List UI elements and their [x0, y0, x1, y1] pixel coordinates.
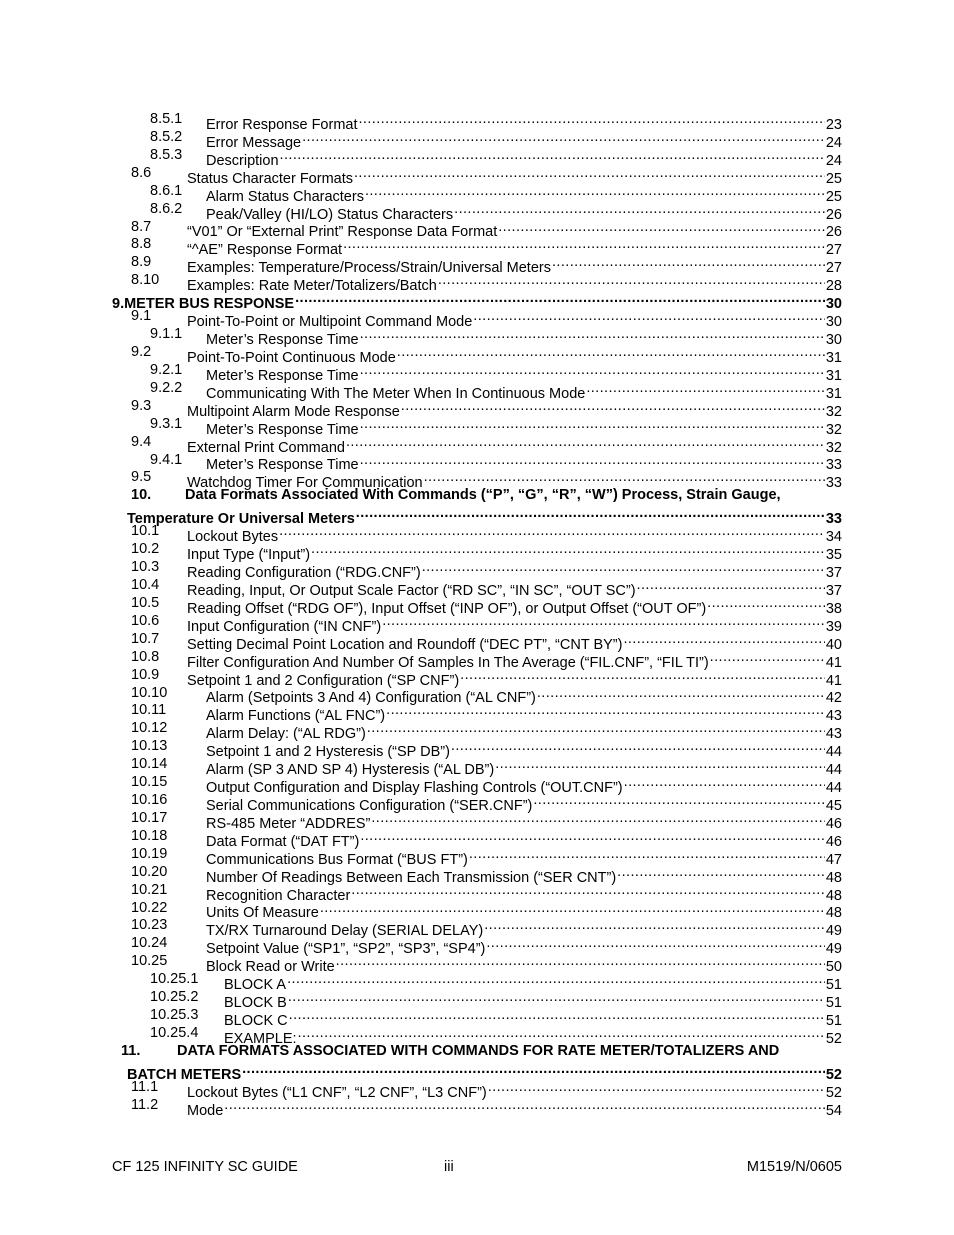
toc-entry-number: 10.8 — [131, 648, 160, 665]
toc-entry-page: 41 — [825, 672, 842, 689]
toc-entry-page: 35 — [825, 547, 842, 564]
toc-entry-number: 10.22 — [131, 899, 168, 916]
toc-entry[interactable] — [0, 971, 954, 994]
toc-entry-title: Serial Communications Configuration (“SER.CNF”) — [206, 797, 533, 814]
toc-entry-page: 41 — [825, 654, 842, 671]
toc-entry-page: 44 — [825, 744, 842, 761]
toc-entry-number: 8.6 — [131, 164, 152, 181]
toc-entry-page: 46 — [825, 815, 842, 832]
toc-entry-page: 37 — [825, 564, 842, 581]
toc-entry-number: 9.5 — [131, 469, 152, 486]
toc-entry-number: 8.5.3 — [150, 146, 183, 163]
toc-entry[interactable] — [0, 218, 954, 241]
toc-dot-leader — [311, 541, 825, 559]
toc-entry-title: Mode — [187, 1102, 224, 1119]
toc-entry-title: BATCH METERS — [127, 1066, 242, 1083]
toc-entry[interactable] — [0, 200, 954, 223]
toc-dot-leader — [302, 129, 825, 147]
toc-entry-title: External Print Command — [187, 439, 345, 456]
toc-entry-number: 10.18 — [131, 827, 168, 844]
toc-entry-number: 8.6.2 — [150, 200, 183, 217]
toc-entry-title: Meter’s Response Time — [206, 421, 359, 438]
page-footer — [0, 1159, 954, 1179]
toc-dot-leader — [360, 362, 825, 380]
toc-entry-number: 10.16 — [131, 792, 168, 809]
toc-entry-title: Output Configuration and Display Flashing Controls (“OUT.CNF”) — [206, 780, 623, 797]
toc-entry[interactable] — [0, 361, 954, 384]
toc-dot-leader — [460, 667, 825, 685]
toc-entry-title: “V01” Or “External Print” Response Data Format — [187, 224, 498, 241]
toc-dot-leader — [288, 989, 825, 1007]
toc-entry-title: Data Format (“DAT FT”) — [206, 833, 360, 850]
toc-entry-title: DATA FORMATS ASSOCIATED WITH COMMANDS FOR RATE METER/TOTALIZERS AND — [177, 1042, 780, 1059]
toc-dot-leader — [488, 1079, 825, 1097]
toc-dot-leader — [356, 505, 825, 523]
toc-entry-title: Meter’s Response Time — [206, 367, 359, 384]
toc-dot-leader — [397, 344, 825, 362]
toc-dot-leader — [498, 219, 825, 237]
toc-entry-title: Error Message — [206, 134, 302, 151]
toc-entry-number: 10.20 — [131, 863, 168, 880]
toc-entry-title: Temperature Or Universal Meters — [127, 511, 355, 528]
toc-entry-title: Setpoint 1 and 2 Hysteresis (“SP DB”) — [206, 744, 450, 761]
toc-entry[interactable] — [0, 594, 954, 617]
toc-entry[interactable] — [0, 953, 954, 976]
toc-entry-page: 51 — [825, 977, 842, 994]
toc-entry-title: Input Configuration (“IN CNF”) — [187, 618, 382, 635]
toc-entry-number: 9.1 — [131, 308, 152, 325]
toc-entry-page: 33 — [825, 457, 842, 474]
toc-entry-number: 10.10 — [131, 684, 168, 701]
toc-entry-title: BLOCK B — [224, 995, 287, 1012]
toc-entry-number: 10.25.3 — [150, 1007, 199, 1024]
toc-entry-title: Reading, Input, Or Output Scale Factor (“RD SC”, “IN SC”, “OUT SC”) — [187, 582, 636, 599]
toc-entry-title: Alarm (Setpoints 3 And 4) Configuration (“AL CNF”) — [206, 690, 536, 707]
toc-entry[interactable] — [0, 899, 954, 922]
toc-dot-leader — [617, 864, 825, 882]
toc-entry-number: 10.7 — [131, 630, 160, 647]
toc-entry-title: Communicating With The Meter When In Continuous Mode — [206, 385, 586, 402]
toc-entry[interactable] — [0, 451, 954, 474]
toc-entry-page: 33 — [825, 475, 842, 492]
toc-entry-number: 10.5 — [131, 594, 160, 611]
toc-entry-number: 9.3.1 — [150, 415, 183, 432]
toc-entry-title: Point-To-Point Continuous Mode — [187, 349, 396, 366]
footer-document-code: M1519/N/0605 — [746, 1159, 842, 1175]
toc-entry-title: Block Read or Write — [206, 959, 335, 976]
toc-dot-leader — [360, 326, 825, 344]
toc-entry-title: Units Of Measure — [206, 905, 319, 922]
toc-dot-leader — [454, 201, 825, 219]
toc-entry[interactable] — [0, 809, 954, 832]
toc-entry-title: Setpoint Value (“SP1”, “SP2”, “SP3”, “SP4”) — [206, 941, 486, 958]
toc-dot-leader — [371, 810, 824, 828]
toc-dot-leader — [473, 308, 825, 326]
toc-entry[interactable] — [0, 559, 954, 581]
toc-entry-number: 9.2.2 — [150, 379, 183, 396]
toc-entry-title: “^AE” Response Format — [187, 242, 343, 259]
toc-entry-title: Alarm (SP 3 AND SP 4) Hysteresis (“AL DB”) — [206, 762, 495, 779]
toc-dot-leader — [623, 631, 824, 649]
toc-dot-leader — [401, 398, 825, 416]
toc-entry[interactable] — [0, 469, 954, 492]
toc-entry-number: 10.6 — [131, 612, 160, 629]
toc-entry-title: Meter’s Response Time — [206, 457, 359, 474]
toc-entry[interactable] — [0, 272, 954, 295]
toc-entry[interactable] — [0, 164, 954, 187]
toc-dot-leader — [298, 1025, 825, 1043]
toc-entry-number: 10.3 — [131, 559, 160, 576]
toc-entry[interactable] — [0, 1007, 954, 1030]
toc-entry-page: 32 — [825, 439, 842, 456]
toc-entry-title: Setpoint 1 and 2 Configuration (“SP CNF”) — [187, 672, 460, 689]
toc-entry-page: 26 — [825, 206, 842, 223]
toc-entry-page: 32 — [825, 403, 842, 420]
toc-entry-page: 48 — [825, 869, 842, 886]
toc-entry[interactable] — [0, 720, 954, 743]
toc-entry-page: 25 — [825, 188, 842, 205]
toc-dot-leader — [351, 882, 825, 900]
toc-entry-number: 8.6.1 — [150, 182, 183, 199]
toc-entry-title: BLOCK C — [224, 1013, 288, 1030]
toc-entry[interactable] — [0, 254, 954, 277]
toc-entry-title: Reading Offset (“RDG OF”), Input Offset (“INP OF”), or Output Offset (“OUT OF”) — [187, 600, 707, 617]
toc-dot-leader — [451, 738, 825, 756]
toc-dot-leader — [365, 183, 825, 201]
toc-entry-number: 10.2 — [131, 541, 160, 558]
toc-dot-leader — [586, 380, 825, 398]
toc-entry-number: 9.2 — [131, 343, 152, 360]
toc-entry[interactable] — [0, 343, 954, 366]
toc-entry-page: 44 — [825, 762, 842, 779]
toc-entry-page: 34 — [825, 529, 842, 546]
toc-entry-number: 10. — [131, 487, 152, 504]
toc-entry-number: 8.9 — [131, 254, 152, 271]
toc-entry-page: 52 — [825, 1084, 842, 1101]
toc-entry-page: 44 — [825, 780, 842, 797]
footer-page-number: iii — [444, 1159, 454, 1175]
toc-entry-number: 10.17 — [131, 809, 168, 826]
toc-entry-page: 54 — [825, 1102, 842, 1119]
toc-entry[interactable] — [0, 612, 954, 635]
toc-entry[interactable] — [0, 630, 954, 653]
toc-dot-leader — [295, 290, 825, 308]
toc-entry-number: 10.19 — [131, 845, 168, 862]
toc-dot-leader — [289, 1007, 825, 1025]
toc-entry-page: 47 — [825, 851, 842, 868]
toc-entry-number: 8.7 — [131, 218, 152, 235]
toc-entry-title: Peak/Valley (HI/LO) Status Characters — [206, 206, 454, 223]
toc-entry[interactable] — [0, 845, 954, 868]
toc-entry-number: 10.24 — [131, 935, 168, 952]
toc-entry-number: 10.23 — [131, 917, 168, 934]
toc-entry-title: Status Character Formats — [187, 170, 353, 187]
toc-entry[interactable] — [0, 738, 954, 761]
toc-dot-leader — [346, 434, 825, 452]
toc-entry[interactable] — [0, 756, 954, 779]
toc-dot-leader — [382, 613, 825, 631]
toc-entry-page: 49 — [825, 941, 842, 958]
toc-entry-title: Lockout Bytes (“L1 CNF”, “L2 CNF”, “L3 CNF”) — [187, 1084, 487, 1101]
toc-entry-page: 27 — [825, 242, 842, 259]
toc-entry-page: 38 — [825, 600, 842, 617]
toc-entry-page: 51 — [825, 995, 842, 1012]
toc-dot-leader — [224, 1097, 825, 1115]
toc-entry-page: 27 — [825, 260, 842, 277]
toc-entry-page: 52 — [825, 1066, 842, 1083]
toc-entry-page: 39 — [825, 618, 842, 635]
toc-dot-leader — [552, 254, 825, 272]
toc-dot-leader — [624, 774, 825, 792]
toc-entry-number: 10.21 — [131, 881, 168, 898]
toc-entry-title: Examples: Temperature/Process/Strain/Universal Meters — [187, 260, 551, 277]
toc-entry-title: Meter’s Response Time — [206, 331, 359, 348]
toc-entry-title: Alarm Functions (“AL FNC”) — [206, 708, 386, 725]
toc-entry[interactable] — [0, 397, 954, 420]
toc-dot-leader — [469, 846, 825, 864]
toc-entry[interactable] — [0, 666, 954, 689]
toc-dot-leader — [320, 900, 825, 918]
toc-entry-page: 30 — [825, 296, 842, 313]
toc-entry[interactable] — [0, 827, 954, 850]
toc-entry-page: 37 — [825, 582, 842, 599]
toc-entry-page: 25 — [825, 170, 842, 187]
toc-entry-title: Number Of Readings Between Each Transmission (“SER CNT”) — [206, 869, 617, 886]
toc-dot-leader — [354, 165, 825, 183]
toc-entry-title: TX/RX Turnaround Delay (SERIAL DELAY) — [206, 923, 484, 940]
toc-dot-leader — [533, 792, 825, 810]
toc-entry-number: 10.12 — [131, 720, 168, 737]
toc-entry-page: 43 — [825, 708, 842, 725]
toc-entry-number: 11.1 — [131, 1078, 159, 1095]
toc-entry[interactable] — [0, 863, 954, 886]
toc-dot-leader — [359, 111, 825, 129]
toc-entry[interactable] — [0, 684, 954, 707]
toc-entry-page: 24 — [825, 134, 842, 151]
toc-dot-leader — [486, 935, 825, 953]
toc-entry[interactable] — [0, 702, 954, 725]
toc-entry[interactable] — [0, 182, 954, 205]
toc-dot-leader — [386, 702, 825, 720]
toc-dot-leader — [637, 577, 825, 595]
toc-entry-page: 45 — [825, 797, 842, 814]
toc-entry-number: 9.4.1 — [150, 451, 183, 468]
toc-entry-page: 30 — [825, 314, 842, 331]
toc-entry[interactable] — [0, 433, 954, 456]
toc-dot-leader — [360, 416, 825, 434]
toc-entry-number: 10.25.4 — [150, 1025, 199, 1042]
toc-entry[interactable] — [0, 415, 954, 438]
toc-entry[interactable] — [0, 326, 954, 348]
toc-entry-title: EXAMPLE: — [224, 1030, 297, 1047]
toc-entry-page: 43 — [825, 726, 842, 743]
footer-document-title: CF 125 INFINITY SC GUIDE — [112, 1159, 298, 1175]
toc-entry[interactable] — [0, 917, 954, 940]
toc-entry-number: 10.11 — [131, 702, 167, 719]
toc-entry-number: 10.25 — [131, 953, 168, 970]
toc-entry-page: 23 — [825, 116, 842, 133]
toc-entry-page: 32 — [825, 421, 842, 438]
toc-entry[interactable] — [0, 146, 954, 169]
toc-entry-title: Data Formats Associated With Commands (“P”, “G”, “R”, “W”) Process, Strain Gauge, — [185, 487, 781, 504]
toc-entry-page: 50 — [825, 959, 842, 976]
toc-entry[interactable] — [0, 523, 954, 546]
toc-entry-number: 10.13 — [131, 738, 168, 755]
toc-entry-number: 10.14 — [131, 756, 168, 773]
toc-entry-page: 31 — [825, 367, 842, 384]
toc-entry-number: 11.2 — [131, 1096, 159, 1113]
toc-dot-leader — [710, 649, 825, 667]
toc-entry-title: Error Response Format — [206, 116, 358, 133]
toc-entry-page: 48 — [825, 887, 842, 904]
toc-entry[interactable] — [0, 576, 954, 599]
toc-entry[interactable] — [0, 308, 954, 331]
toc-entry-page: 31 — [825, 385, 842, 402]
toc-entry[interactable] — [0, 541, 954, 564]
toc-entry[interactable] — [0, 774, 954, 797]
toc-entry-page: 46 — [825, 833, 842, 850]
toc-entry-title: Alarm Delay: (“AL RDG”) — [206, 726, 366, 743]
toc-entry-number: 8.5.1 — [150, 111, 183, 127]
toc-entry-number: 8.10 — [131, 272, 160, 289]
toc-entry-page: 42 — [825, 690, 842, 707]
toc-entry-title: RS-485 Meter “ADDRES” — [206, 815, 371, 832]
toc-entry-title: BLOCK A — [224, 977, 287, 994]
toc-dot-leader — [707, 595, 825, 613]
toc-dot-leader — [360, 828, 825, 846]
toc-entry-number: 10.9 — [131, 666, 160, 683]
toc-entry[interactable] — [0, 128, 954, 151]
toc-entry-page: 33 — [825, 511, 842, 528]
toc-entry[interactable] — [0, 111, 954, 133]
toc-entry-number: 11. — [121, 1042, 141, 1059]
toc-entry[interactable] — [0, 648, 954, 671]
toc-dot-leader — [495, 756, 825, 774]
toc-dot-leader — [343, 236, 825, 254]
toc-dot-leader — [484, 917, 825, 935]
toc-entry-title: Multipoint Alarm Mode Response — [187, 403, 400, 420]
toc-entry-title: Input Type (“Input”) — [187, 547, 311, 564]
toc-entry-page: 52 — [825, 1030, 842, 1047]
toc-entry[interactable] — [0, 792, 954, 814]
toc-dot-leader — [242, 1061, 825, 1079]
toc-entry-number: 8.8 — [131, 236, 152, 253]
toc-entry-title: Setting Decimal Point Location and Roundoff (“DEC PT”, “CNT BY”) — [187, 636, 623, 653]
toc-entry-title: Examples: Rate Meter/Totalizers/Batch — [187, 278, 437, 295]
toc-entry-number: 10.4 — [131, 576, 160, 593]
toc-entry-number: 9.2.1 — [150, 361, 183, 378]
toc-entry-title: Alarm Status Characters — [206, 188, 364, 205]
toc-entry-page: 48 — [825, 905, 842, 922]
toc-entry-number: 8.5.2 — [150, 128, 183, 145]
toc-entry-number: 9.1.1 — [150, 326, 183, 343]
table-of-contents — [0, 111, 954, 1119]
toc-entry[interactable] — [0, 1043, 954, 1061]
toc-entry[interactable] — [0, 881, 954, 904]
toc-entry[interactable] — [0, 935, 954, 958]
toc-entry-title: Lockout Bytes — [187, 529, 279, 546]
toc-entry[interactable] — [0, 505, 954, 528]
toc-entry-number: 10.25.2 — [150, 989, 199, 1006]
toc-dot-leader — [422, 559, 825, 577]
toc-dot-leader — [367, 720, 825, 738]
toc-dot-leader — [336, 953, 825, 971]
toc-dot-leader — [537, 685, 825, 703]
toc-entry[interactable] — [0, 1078, 954, 1101]
toc-dot-leader — [280, 147, 825, 165]
toc-dot-leader — [287, 971, 825, 989]
toc-entry-page: 24 — [825, 152, 842, 169]
toc-entry-title: Watchdog Timer For Communication — [187, 475, 423, 492]
toc-entry-page: 26 — [825, 224, 842, 241]
toc-entry-number: 10.15 — [131, 774, 168, 791]
toc-entry-title: Filter Configuration And Number Of Samples In The Average (“FIL.CNF”, “FIL TI”) — [187, 654, 709, 671]
toc-entry[interactable] — [0, 379, 954, 402]
toc-entry-title: Description — [206, 152, 279, 169]
toc-dot-leader — [438, 272, 825, 290]
toc-entry-page: 31 — [825, 349, 842, 366]
toc-entry[interactable] — [0, 236, 954, 259]
toc-entry-page: 51 — [825, 1013, 842, 1030]
toc-entry[interactable] — [0, 1061, 954, 1083]
toc-entry-title: Communications Bus Format (“BUS FT”) — [206, 851, 468, 868]
toc-entry-page: 40 — [825, 636, 842, 653]
toc-entry-title: Recognition Character — [206, 887, 351, 904]
toc-entry-number: 10.25.1 — [150, 971, 199, 988]
toc-entry-number: 9.4 — [131, 433, 152, 450]
toc-entry-title: Reading Configuration (“RDG.CNF”) — [187, 564, 421, 581]
toc-entry-page: 30 — [825, 331, 842, 348]
toc-entry[interactable] — [0, 1096, 954, 1119]
toc-entry-page: 49 — [825, 923, 842, 940]
toc-dot-leader — [424, 469, 825, 487]
toc-entry-page: 28 — [825, 278, 842, 295]
toc-entry[interactable] — [0, 989, 954, 1012]
toc-entry-title: 9.METER BUS RESPONSE — [112, 296, 295, 313]
toc-entry[interactable] — [0, 1025, 954, 1047]
toc-entry-number: 9.3 — [131, 397, 152, 414]
toc-entry-number: 10.1 — [131, 523, 160, 540]
toc-dot-leader — [279, 523, 825, 541]
toc-dot-leader — [360, 452, 825, 470]
toc-entry[interactable] — [0, 290, 954, 313]
toc-entry[interactable] — [0, 487, 954, 505]
toc-entry-title: Point-To-Point or Multipoint Command Mode — [187, 314, 473, 331]
